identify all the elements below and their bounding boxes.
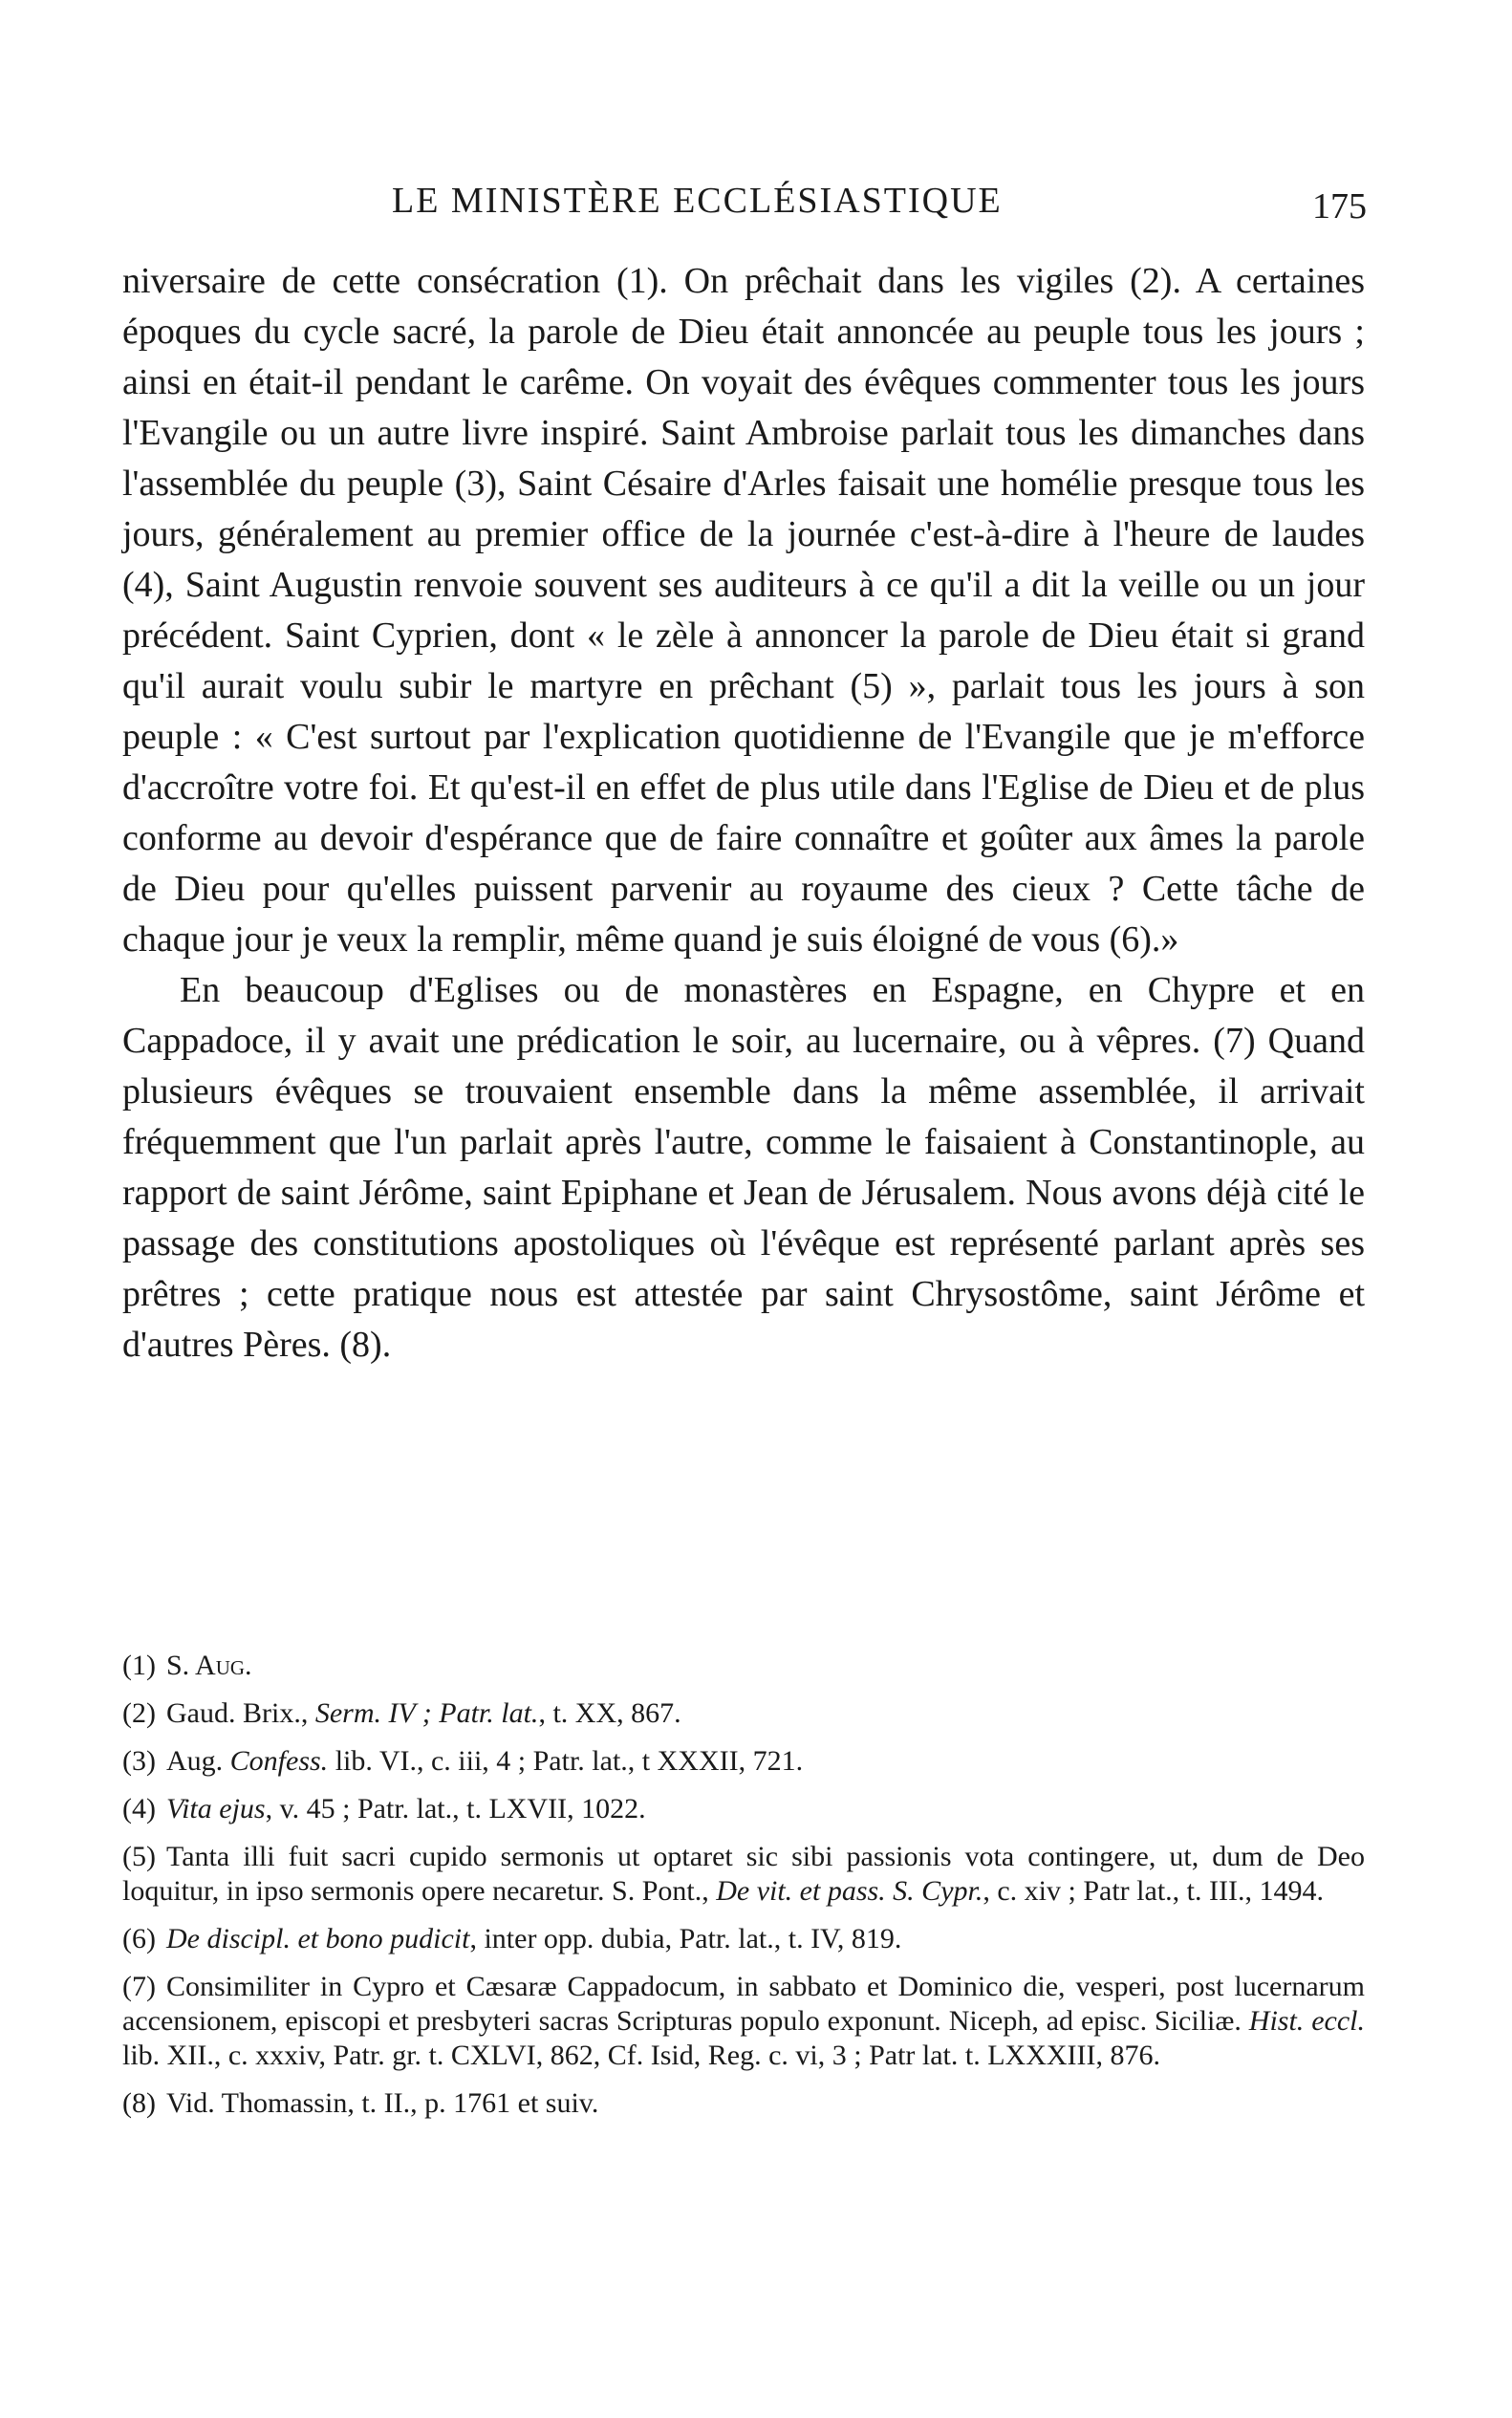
footnote-5: (5) Tanta illi fuit sacri cupido sermonis ut optaret sic sibi passionis vota contingere, ut, dum de Deo loquitur, in ipso sermonis opere necaretur. S. Pont., De vit. et pass. S. Cypr., c. xiv ; Patr lat., t. III., 1494. xyxy=(122,1841,1365,1907)
page-header xyxy=(124,180,1367,237)
footnote-4: (4) Vita ejus, v. 45 ; Patr. lat., t. LXVII, 1022. xyxy=(122,1793,646,1824)
footnote-2: (2) Gaud. Brix., Serm. IV ; Patr. lat., t. XX, 867. xyxy=(122,1697,681,1729)
footnote-7: (7) Consimiliter in Cypro et Cæsaræ Cappadocum, in sabbato et Dominico die, vesperi, post lucernarum accensionem, episcopi et presbyteri sacras Scripturas populo exponunt. Niceph, ad episc. Siciliæ. Hist. eccl. lib. XII., c. xxxiv, Patr. gr. t. CXLVI, 862, Cf. Isid, Reg. c. vi, 3 ; Patr lat. t. LXXXIII, 876. xyxy=(122,1971,1365,2071)
page-number: 175 xyxy=(1312,186,1367,227)
footnote-6: (6) De discipl. et bono pudicit, inter opp. dubia, Patr. lat., t. IV, 819. xyxy=(122,1923,902,1954)
footnote-8: (8) Vid. Thomassin, t. II., p. 1761 et suiv. xyxy=(122,2087,599,2119)
running-title: LE MINISTÈRE ECCLÉSIASTIQUE xyxy=(392,181,1003,221)
body-text xyxy=(122,256,1365,1371)
paragraph-2: En beaucoup d'Eglises ou de monastères en Espagne, en Chypre et en Cappadoce, il y avait une prédication le soir, au lucernaire, ou à vêpres. (7) Quand plusieurs évêques se trouvaient ensemble dans la même assemblée, il arrivait fréquemment que l'un parlait après l'autre, comme le faisaient à Constantinople, au rapport de saint Jérôme, saint Epiphane et Jean de Jérusalem. Nous avons déjà cité le passage des constitutions apostoliques où l'évêque est représenté parlant après ses prêtres ; cette pratique nous est attestée par saint Chrysostôme, saint Jérôme et d'autres Pères. (8). xyxy=(122,970,1365,1365)
paragraph-1: niversaire de cette consécration (1). On prêchait dans les vigiles (2). A certaines époques du cycle sacré, la parole de Dieu était annoncée au peuple tous les jours ; ainsi en était-il pendant le carême. On voyait des évêques commenter tous les jours l'Evangile ou un autre livre inspiré. Saint Ambroise parlait tous les dimanches dans l'assemblée du peuple (3), Saint Césaire d'Arles faisait une homélie presque tous les jours, généralement au premier office de la journée c'est-à-dire à l'heure de laudes (4), Saint Augustin renvoie souvent ses auditeurs à ce qu'il a dit la veille ou un jour précédent. Saint Cyprien, dont « le zèle à annoncer la parole de Dieu était si grand qu'il aurait voulu subir le martyre en prêchant (5) », parlait tous les jours à son peuple : « C'est surtout par l'explication quotidienne de l'Evangile que je m'efforce d'accroître votre foi. Et qu'est-il en effet de plus utile dans l'Eglise de Dieu et de plus conforme au devoir d'espérance que de faire connaître et goûter aux âmes la parole de Dieu pour qu'elles puissent parvenir au royaume des cieux ? Cette tâche de chaque jour je veux la remplir, même quand je suis éloigné de vous (6).» xyxy=(122,261,1365,960)
footnote-3: (3) Aug. Confess. lib. VI., c. iii, 4 ; Patr. lat., t XXXII, 721. xyxy=(122,1745,804,1777)
footnote-1: (1) S. Aug. xyxy=(122,1650,252,1681)
footnotes xyxy=(122,1649,1365,2134)
